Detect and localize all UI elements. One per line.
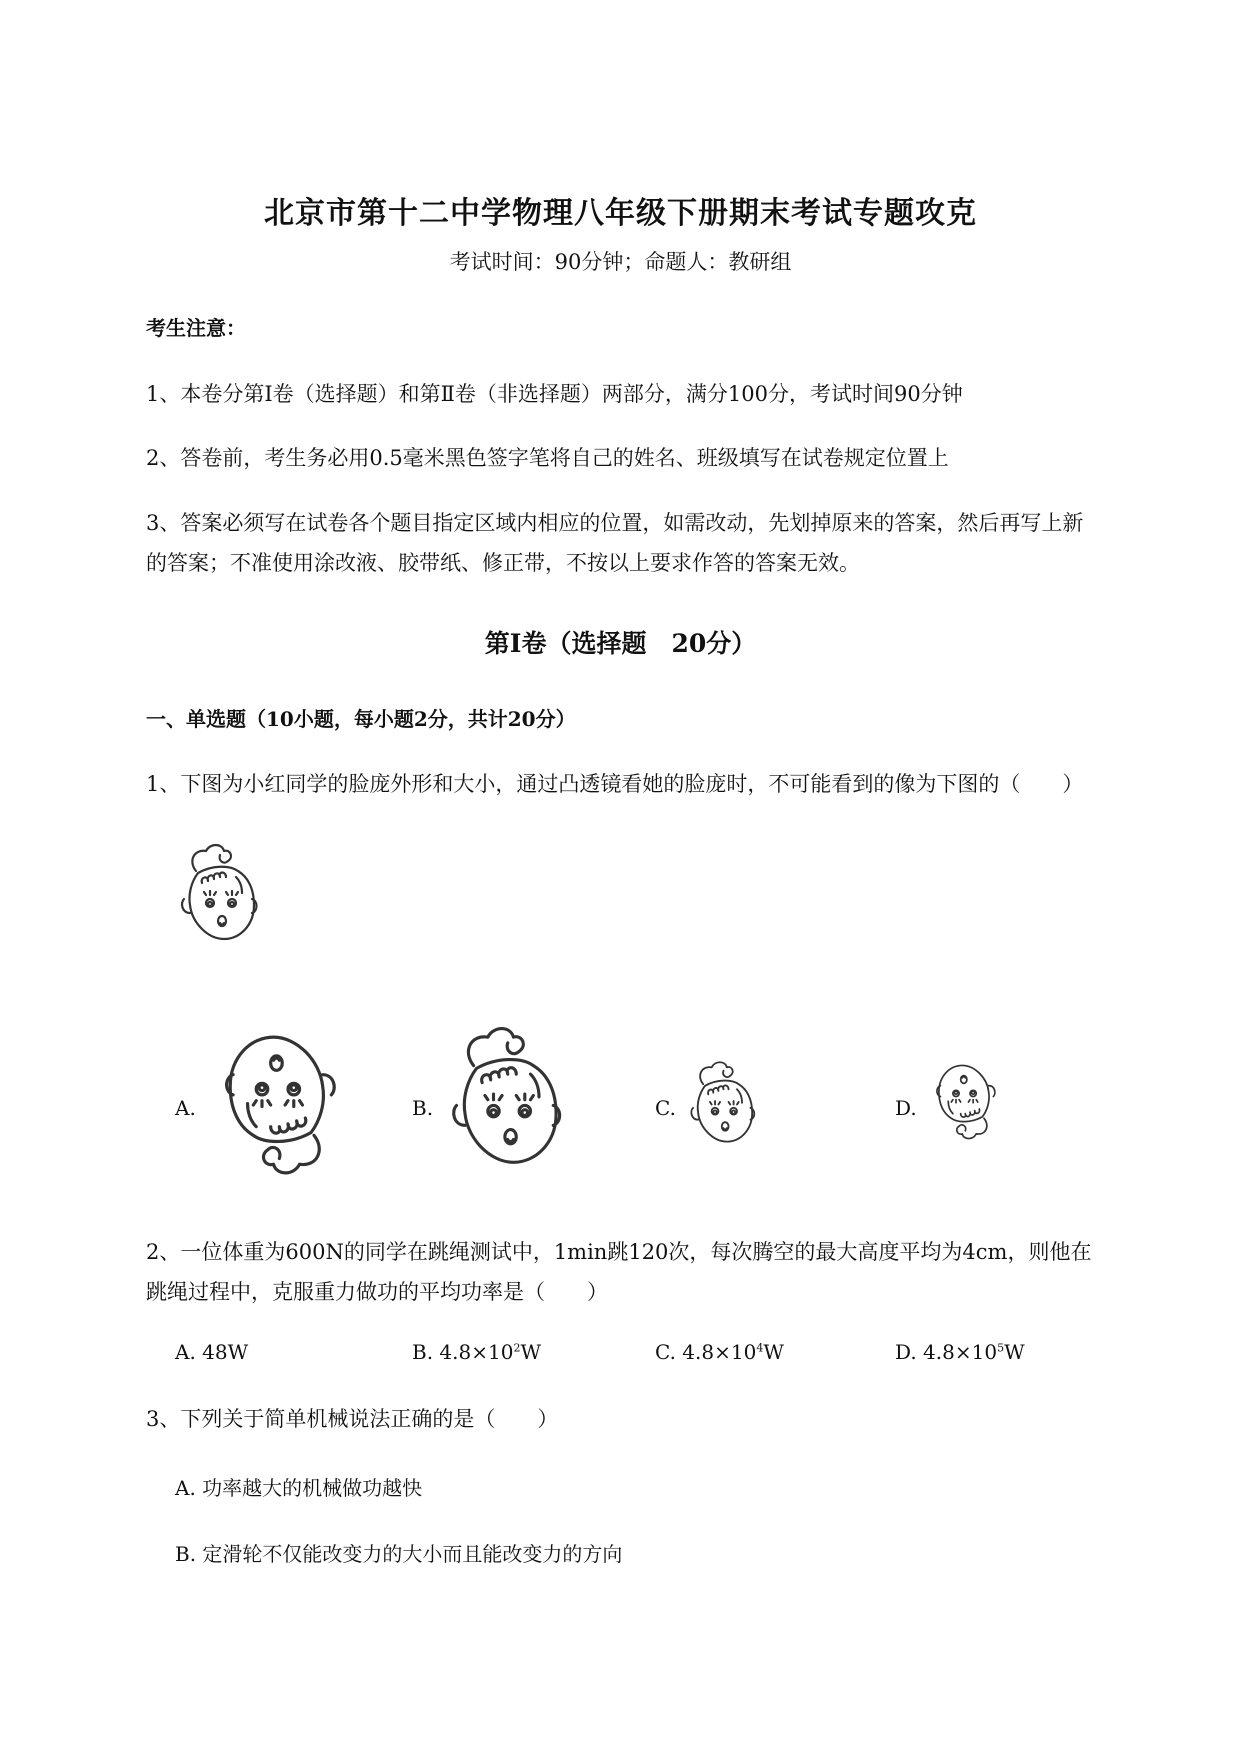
girl-face-option-c-icon	[688, 1060, 764, 1154]
girl-face-icon	[178, 843, 268, 953]
question-3-option-b: B. 定滑轮不仅能改变力的大小而且能改变力的方向	[175, 1542, 623, 1566]
question-1-option-b-label: B.	[412, 1096, 434, 1120]
girl-face-option-d-icon	[928, 1058, 998, 1146]
question-3-option-a: A. 功率越大的机械做功越快	[175, 1476, 423, 1500]
notice-item-3-continued: 的答案；不准使用涂改液、胶带纸、修正带，不按以上要求作答的答案无效。	[146, 551, 860, 575]
notice-heading: 考生注意：	[146, 316, 246, 340]
question-3-stem: 3、下列关于简单机械说法正确的是（ ）	[146, 1407, 559, 1431]
notice-item-2: 2、答卷前，考生务必用0.5毫米黑色签字笔将自己的姓名、班级填写在试卷规定位置上	[146, 446, 949, 470]
section-title: 第I卷（选择题 20分）	[484, 629, 757, 658]
girl-face-option-b-icon	[448, 1025, 576, 1183]
question-2-option-a: A. 48W	[175, 1340, 249, 1364]
question-2-option-b: B. $4.8\times 10^2W$	[412, 1340, 541, 1364]
document-title: 北京市第十二中学物理八年级下册期末考试专题攻克	[264, 196, 977, 231]
girl-face-option-a-icon	[210, 1025, 340, 1185]
notice-item-1: 1、本卷分第I卷（选择题）和第Ⅱ卷（非选择题）两部分，满分100分，考试时间90分钟	[146, 382, 963, 406]
question-1-stem: 1、下图为小红同学的脸庞外形和大小，通过凸透镜看她的脸庞时，不可能看到的像为下图的（ ）	[146, 772, 1084, 796]
question-1-option-d-label: D.	[895, 1096, 917, 1120]
question-1-option-a-label: A.	[175, 1096, 196, 1120]
part-heading: 一、单选题（10小题，每小题2分，共计20分）	[146, 707, 576, 731]
question-2-stem-line2: 跳绳过程中，克服重力做功的平均功率是（ ）	[146, 1280, 608, 1304]
question-2-option-c: C. $4.8\times 10^4W$	[655, 1340, 784, 1364]
document-subtitle: 考试时间：90分钟；命题人：教研组	[449, 250, 792, 274]
question-2-option-d: D. $4.8\times 10^5W$	[895, 1340, 1025, 1364]
notice-item-3: 3、答案必须写在试卷各个题目指定区域内相应的位置，如需改动，先划掉原来的答案，然后再写上新	[146, 511, 1084, 535]
question-2-stem-line1: 2、一位体重为600N的同学在跳绳测试中，1min跳120次，每次腾空的最大高度平均为4cm，则他在	[146, 1240, 1092, 1264]
question-1-option-c-label: C.	[655, 1096, 676, 1120]
